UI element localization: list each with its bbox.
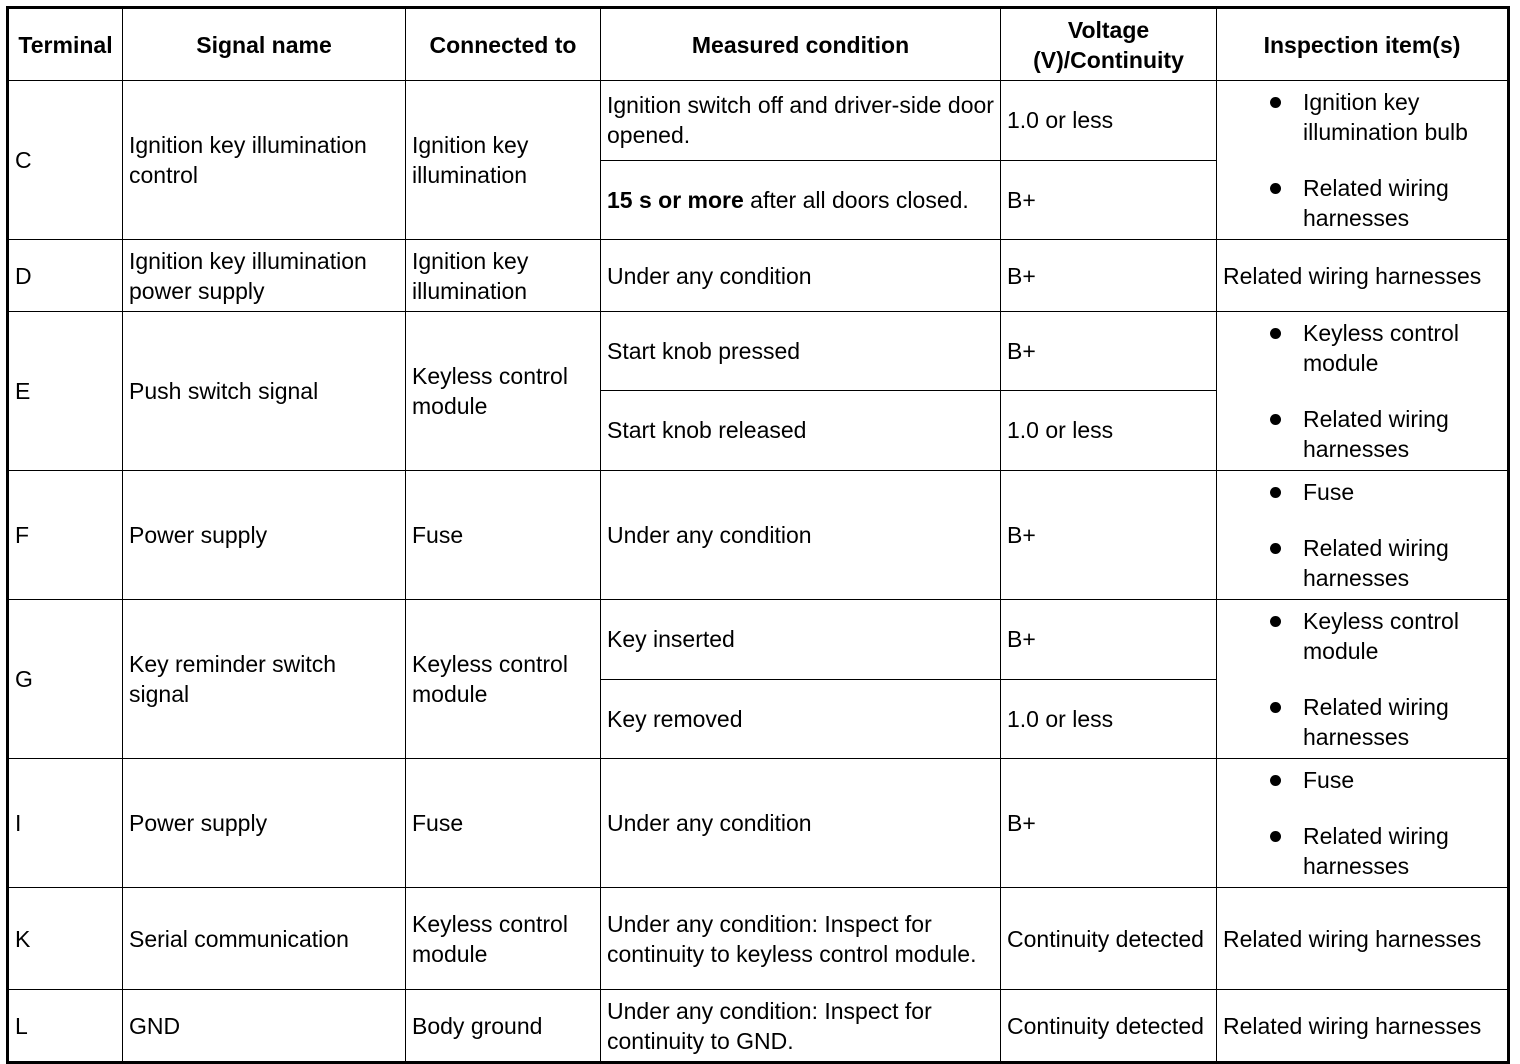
header-signal-name: Signal name bbox=[123, 8, 406, 81]
bullet-icon bbox=[1270, 543, 1281, 554]
voltage-cell: B+ bbox=[1001, 471, 1217, 600]
signal-name-cell: Power supply bbox=[123, 759, 406, 888]
header-measured-condition: Measured condition bbox=[601, 8, 1001, 81]
condition-cell: Start knob released bbox=[601, 390, 1001, 470]
list-item bbox=[1303, 87, 1501, 147]
inspection-cell: Related wiring harnesses bbox=[1217, 888, 1509, 990]
table-row bbox=[8, 888, 1509, 990]
condition-cell: Under any condition: Inspect for continuity to GND. bbox=[601, 990, 1001, 1063]
inspection-list bbox=[1223, 318, 1501, 464]
voltage-cell: Continuity detected bbox=[1001, 888, 1217, 990]
inspection-list bbox=[1223, 87, 1501, 233]
voltage-cell: B+ bbox=[1001, 160, 1217, 240]
list-item bbox=[1303, 765, 1501, 795]
list-item bbox=[1303, 477, 1501, 507]
connected-to-cell: Keyless control module bbox=[406, 888, 601, 990]
signal-name-cell: Serial communication bbox=[123, 888, 406, 990]
condition-cell: Ignition switch off and driver-side door opened. bbox=[601, 81, 1001, 161]
table-row bbox=[8, 81, 1509, 161]
inspection-item-text: Fuse bbox=[1303, 479, 1355, 505]
signal-name-cell: Push switch signal bbox=[123, 312, 406, 471]
condition-text: after all doors closed. bbox=[743, 186, 969, 213]
connected-to-cell: Body ground bbox=[406, 990, 601, 1063]
connected-to-cell: Ignition key illumination bbox=[406, 240, 601, 312]
voltage-cell: 1.0 or less bbox=[1001, 81, 1217, 161]
terminal-cell: D bbox=[8, 240, 123, 312]
inspection-cell: Related wiring harnesses bbox=[1217, 990, 1509, 1063]
inspection-cell bbox=[1217, 81, 1509, 240]
condition-cell: Under any condition: Inspect for continuity to keyless control module. bbox=[601, 888, 1001, 990]
header-voltage-line1: Voltage bbox=[1067, 16, 1150, 43]
inspection-item-text: Related wiring harnesses bbox=[1303, 406, 1449, 462]
connected-to-cell: Fuse bbox=[406, 471, 601, 600]
bullet-icon bbox=[1270, 328, 1281, 339]
table-row bbox=[8, 471, 1509, 600]
list-item bbox=[1303, 533, 1501, 593]
header-terminal: Terminal bbox=[8, 8, 123, 81]
voltage-cell: 1.0 or less bbox=[1001, 390, 1217, 470]
inspection-item-text: Related wiring harnesses bbox=[1303, 823, 1449, 879]
terminal-cell: F bbox=[8, 471, 123, 600]
inspection-item-text: Related wiring harnesses bbox=[1303, 694, 1449, 750]
list-item bbox=[1303, 318, 1501, 378]
bullet-icon bbox=[1270, 616, 1281, 627]
table-row bbox=[8, 312, 1509, 391]
terminal-cell: G bbox=[8, 600, 123, 759]
list-item bbox=[1303, 821, 1501, 881]
voltage-cell: B+ bbox=[1001, 600, 1217, 680]
condition-cell: Under any condition bbox=[601, 240, 1001, 312]
condition-cell bbox=[601, 160, 1001, 240]
inspection-list bbox=[1223, 765, 1501, 881]
table-row bbox=[8, 240, 1509, 312]
condition-cell: Under any condition bbox=[601, 471, 1001, 600]
signal-name-cell: Ignition key illumination power supply bbox=[123, 240, 406, 312]
condition-cell: Key removed bbox=[601, 679, 1001, 759]
connected-to-cell: Fuse bbox=[406, 759, 601, 888]
table-row bbox=[8, 600, 1509, 680]
bullet-icon bbox=[1270, 702, 1281, 713]
bullet-icon bbox=[1270, 183, 1281, 194]
bullet-icon bbox=[1270, 831, 1281, 842]
list-item bbox=[1303, 173, 1501, 233]
inspection-cell bbox=[1217, 759, 1509, 888]
terminal-cell: L bbox=[8, 990, 123, 1063]
signal-name-cell: Power supply bbox=[123, 471, 406, 600]
inspection-list bbox=[1223, 606, 1501, 752]
terminal-cell: I bbox=[8, 759, 123, 888]
connected-to-cell: Keyless control module bbox=[406, 600, 601, 759]
signal-name-cell: Key reminder switch signal bbox=[123, 600, 406, 759]
connected-to-cell: Keyless control module bbox=[406, 312, 601, 471]
inspection-item-text: Related wiring harnesses bbox=[1303, 535, 1449, 591]
inspection-item-text: Keyless control module bbox=[1303, 320, 1459, 376]
inspection-cell bbox=[1217, 471, 1509, 600]
table-row bbox=[8, 990, 1509, 1063]
header-voltage bbox=[1001, 8, 1217, 81]
condition-cell: Under any condition bbox=[601, 759, 1001, 888]
header-inspection: Inspection item(s) bbox=[1217, 8, 1509, 81]
list-item bbox=[1303, 404, 1501, 464]
terminal-cell: E bbox=[8, 312, 123, 471]
inspection-list bbox=[1223, 477, 1501, 593]
bullet-icon bbox=[1270, 775, 1281, 786]
voltage-cell: B+ bbox=[1001, 240, 1217, 312]
list-item bbox=[1303, 692, 1501, 752]
condition-cell: Start knob pressed bbox=[601, 312, 1001, 391]
voltage-cell: 1.0 or less bbox=[1001, 679, 1217, 759]
condition-cell: Key inserted bbox=[601, 600, 1001, 680]
bullet-icon bbox=[1270, 97, 1281, 108]
bullet-icon bbox=[1270, 414, 1281, 425]
header-connected-to: Connected to bbox=[406, 8, 601, 81]
voltage-cell: Continuity detected bbox=[1001, 990, 1217, 1063]
inspection-item-text: Keyless control module bbox=[1303, 608, 1459, 664]
signal-name-cell: Ignition key illumination control bbox=[123, 81, 406, 240]
terminal-cell: C bbox=[8, 81, 123, 240]
voltage-cell: B+ bbox=[1001, 312, 1217, 391]
header-row bbox=[8, 8, 1509, 81]
inspection-item-text: Fuse bbox=[1303, 767, 1355, 793]
header-voltage-line2: (V)/Continuity bbox=[1033, 46, 1184, 73]
inspection-item-text: Ignition key illumination bulb bbox=[1303, 89, 1468, 145]
inspection-cell: Related wiring harnesses bbox=[1217, 240, 1509, 312]
connected-to-cell: Ignition key illumination bbox=[406, 81, 601, 240]
terminal-cell: K bbox=[8, 888, 123, 990]
signal-name-cell: GND bbox=[123, 990, 406, 1063]
table-row bbox=[8, 759, 1509, 888]
voltage-cell: B+ bbox=[1001, 759, 1217, 888]
inspection-cell bbox=[1217, 600, 1509, 759]
inspection-item-text: Related wiring harnesses bbox=[1303, 175, 1449, 231]
bullet-icon bbox=[1270, 487, 1281, 498]
condition-emphasis: 15 s or more bbox=[607, 186, 744, 213]
list-item bbox=[1303, 606, 1501, 666]
inspection-cell bbox=[1217, 312, 1509, 471]
inspection-table bbox=[6, 6, 1510, 1064]
